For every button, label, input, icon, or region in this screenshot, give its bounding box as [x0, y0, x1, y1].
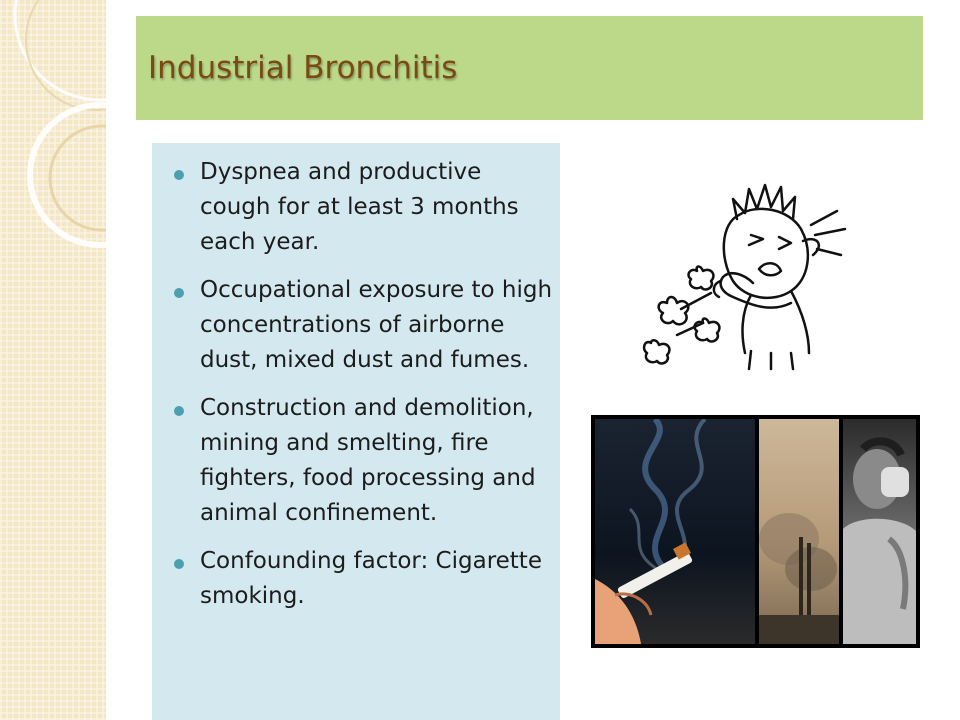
bullet-icon [174, 406, 184, 416]
coughing-man-photo [843, 419, 916, 644]
content-box [152, 143, 560, 720]
smoke-and-pollution-photo-collage [591, 415, 920, 648]
bullet-text: Dyspnea and productive cough for at least 3 months each year. [200, 159, 519, 255]
bullet-icon [174, 170, 184, 180]
bullet-text: Occupational exposure to high concentrations of airborne dust, mixed dust and fumes. [200, 277, 553, 373]
bullet-icon [174, 559, 184, 569]
smokestacks-photo [759, 419, 839, 644]
bullet-list [152, 155, 560, 627]
decorative-circles [0, 0, 106, 720]
bullet-icon [174, 288, 184, 298]
bullet-item [152, 391, 560, 531]
title-bar [136, 16, 923, 120]
bullet-item [152, 273, 560, 378]
bullet-item [152, 544, 560, 614]
cigarette-smoke-photo [595, 419, 755, 644]
decorative-side-strip [0, 0, 106, 720]
slide-title: Industrial Bronchitis [148, 50, 458, 86]
bullet-item [152, 155, 560, 260]
coughing-child-illustration [641, 163, 885, 373]
bullet-text: Construction and demolition, mining and smelting, fire fighters, food processing and animal confinement. [200, 395, 536, 526]
bullet-text: Confounding factor: Cigarette smoking. [200, 548, 542, 609]
